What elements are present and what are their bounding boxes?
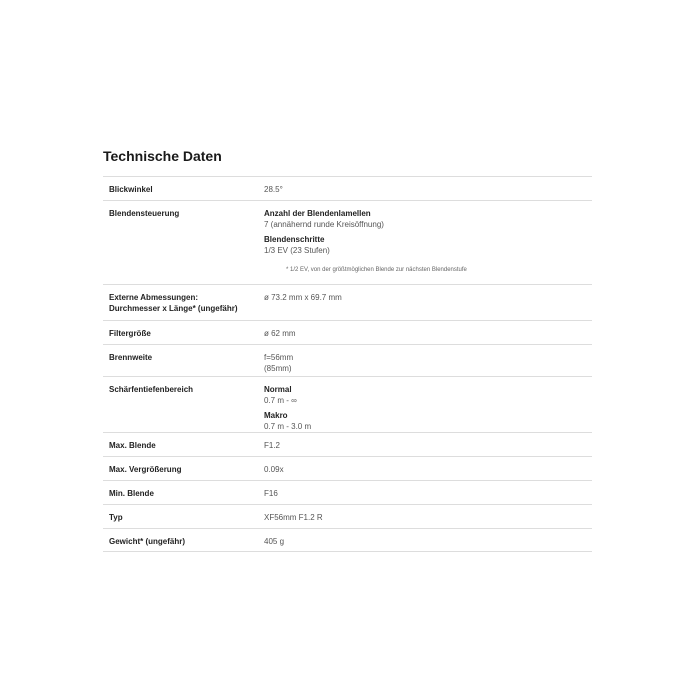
spec-row-brennweite (103, 344, 592, 376)
spec-label: Filtergröße (109, 329, 151, 338)
spec-row-min-blende (103, 480, 592, 504)
spec-row-schaerfentiefe (103, 376, 592, 432)
spec-value: XF56mm F1.2 R (264, 513, 323, 522)
spec-row-filtergroesse (103, 320, 592, 344)
spec-row-typ (103, 504, 592, 528)
spec-value (264, 208, 584, 274)
page-title: Technische Daten (103, 148, 222, 164)
spec-row-gewicht (103, 528, 592, 552)
spec-sublabel: Blendenschritte (264, 235, 325, 244)
spec-value: ø 73.2 mm x 69.7 mm (264, 293, 342, 302)
spec-value: ø 62 mm (264, 329, 296, 338)
spec-value: 0.09x (264, 465, 284, 474)
spec-label-line: Durchmesser x Länge* (ungefähr) (109, 304, 238, 313)
spec-sublabel: Anzahl der Blendenlamellen (264, 209, 371, 218)
spec-subvalue: 7 (annähernd runde Kreisöffnung) (264, 220, 384, 229)
spec-value: F1.2 (264, 441, 281, 450)
spec-label: Max. Blende (109, 441, 156, 450)
spec-label: Blendensteuerung (109, 209, 180, 218)
spec-row-max-blende (103, 432, 592, 456)
spec-label: Gewicht* (ungefähr) (109, 537, 186, 546)
spec-subvalue: 0.7 m - 3.0 m (264, 422, 312, 431)
spec-label: Schärfentiefenbereich (109, 385, 194, 394)
spec-sheet (103, 146, 592, 552)
spec-value-line: f=56mm (264, 353, 294, 362)
footnote: * 1/2 EV, von der größtmöglichen Blende zur nächsten Blendenstufe (286, 267, 467, 273)
spec-value: 405 g (264, 537, 285, 546)
spec-value-line: (85mm) (264, 364, 292, 373)
spec-row-blendensteuerung (103, 200, 592, 284)
spec-label: Max. Vergrößerung (109, 465, 182, 474)
spec-sublabel: Normal (264, 385, 292, 394)
spec-value (264, 384, 584, 432)
spec-label: Typ (109, 513, 123, 522)
spec-label: Blickwinkel (109, 185, 153, 194)
spec-label: Brennweite (109, 353, 153, 362)
spec-label: Min. Blende (109, 489, 154, 498)
spec-value (264, 352, 584, 374)
spec-subvalue: 0.7 m - ∞ (264, 396, 297, 405)
spec-value: 28.5° (264, 185, 283, 194)
spec-label (109, 292, 259, 314)
spec-row-blickwinkel (103, 176, 592, 200)
spec-row-max-vergroesserung (103, 456, 592, 480)
spec-value: F16 (264, 489, 278, 498)
spec-row-abmessungen (103, 284, 592, 320)
spec-label-line: Externe Abmessungen: (109, 293, 199, 302)
spec-subvalue: 1/3 EV (23 Stufen) (264, 246, 330, 255)
spec-sublabel: Makro (264, 411, 288, 420)
